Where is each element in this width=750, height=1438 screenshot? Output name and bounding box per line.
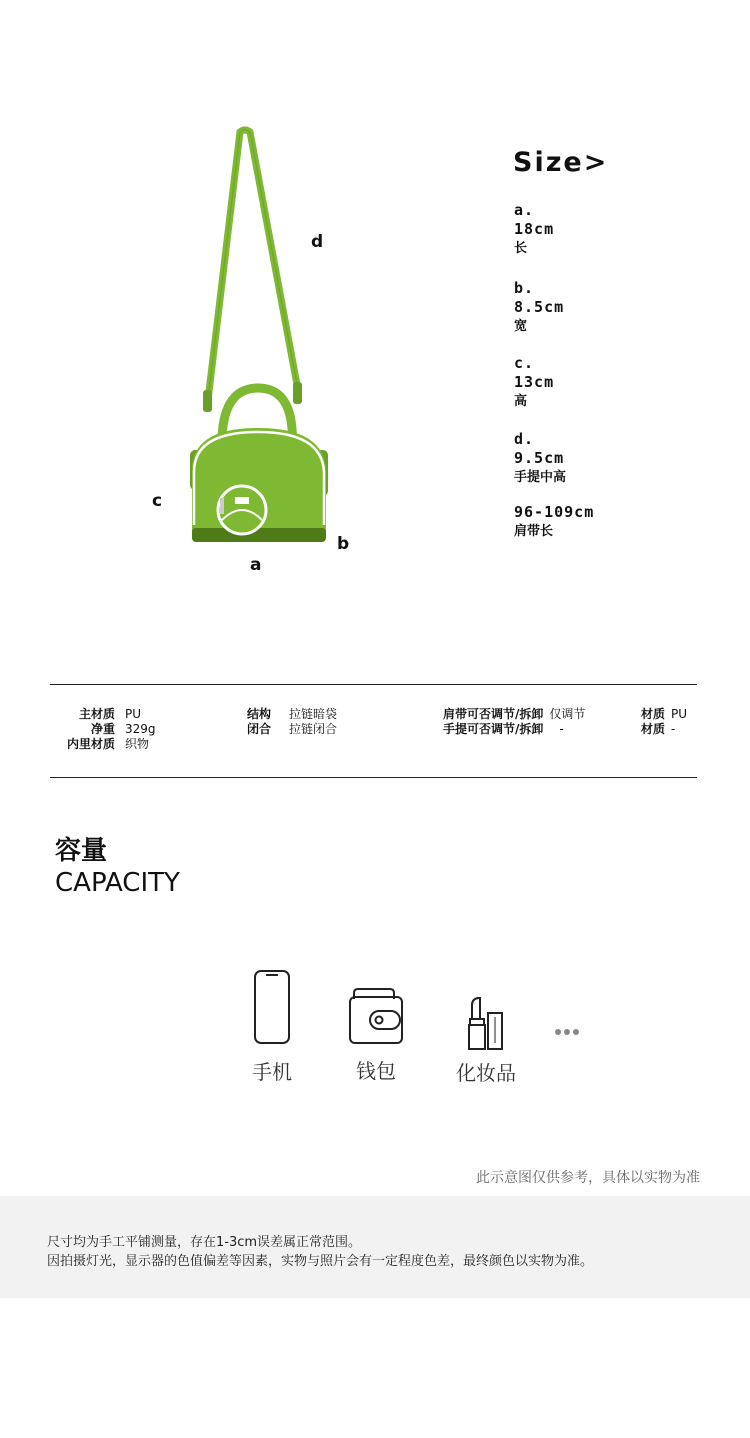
- spec-key: 材质: [641, 722, 666, 736]
- size-key: c.: [514, 354, 535, 372]
- more-dots-icon: [555, 1020, 582, 1039]
- spec-value: 拉链暗袋: [289, 707, 338, 721]
- size-item-c: [514, 354, 554, 411]
- disclaimer-line-2: 因拍摄灯光，显示器的色值偏差等因素，实物与照片会有一定程度色差，最终颜色以实物为准。: [47, 1254, 594, 1269]
- disclaimer-box: [0, 1196, 750, 1298]
- capacity-item-cosmetics: [450, 995, 522, 1086]
- spec-key: 闭合: [247, 722, 272, 736]
- size-key: b.: [514, 279, 535, 297]
- size-value: 13cm: [514, 373, 555, 391]
- size-value: 96-109cm: [514, 503, 595, 521]
- spec-key: 肩带可否调节/拆卸: [443, 707, 544, 721]
- spec-value: PU: [125, 707, 142, 721]
- disclaimer-line-1: 尺寸均为手工平铺测量，存在1-3cm误差属正常范围。: [47, 1235, 362, 1250]
- capacity-item-wallet: [343, 985, 409, 1084]
- dimension-label-c: c: [152, 491, 163, 511]
- capacity-title-en: CAPACITY: [55, 868, 180, 898]
- spec-key: 材质: [641, 707, 666, 721]
- spec-column-4: [641, 707, 687, 737]
- capacity-title-cn: 容量: [55, 836, 108, 866]
- size-value: 18cm: [514, 220, 555, 238]
- spec-value: 织物: [125, 737, 150, 751]
- size-item-b: [514, 279, 564, 336]
- spec-value: 仅调节: [549, 707, 586, 721]
- reference-note: 此示意图仅供参考，具体以实物为准: [476, 1170, 700, 1186]
- size-item-d: [514, 430, 566, 487]
- lipstick-icon: [466, 995, 506, 1051]
- size-value: 8.5cm: [514, 298, 565, 316]
- spec-value: 329g: [125, 722, 156, 736]
- spec-value: PU: [671, 707, 688, 721]
- spec-value: -: [559, 722, 564, 736]
- spec-value: 拉链闭合: [289, 722, 338, 736]
- spec-column-2: [247, 707, 337, 737]
- spec-key: 结构: [247, 707, 272, 721]
- size-key: d.: [514, 430, 535, 448]
- phone-icon: [252, 968, 292, 1046]
- dimension-label-a: a: [250, 555, 262, 575]
- size-item-strap: [514, 503, 594, 541]
- size-item-a: [514, 201, 554, 258]
- spec-key: 净重: [90, 722, 115, 736]
- size-key: a.: [514, 201, 535, 219]
- size-value: 9.5cm: [514, 449, 565, 467]
- capacity-item-label: 手机: [252, 1060, 292, 1084]
- size-label: 手提中高: [514, 470, 567, 485]
- divider-bottom: [50, 777, 697, 778]
- spec-column-1: [50, 707, 156, 752]
- spec-column-3: [443, 707, 585, 737]
- product-image-bag: [180, 120, 360, 560]
- divider-top: [50, 684, 697, 685]
- size-label: 高: [514, 394, 528, 409]
- wallet-icon: [346, 985, 406, 1047]
- dimension-label-b: b: [337, 534, 350, 554]
- size-label: 宽: [514, 319, 528, 334]
- spec-key: 手提可否调节/拆卸: [443, 722, 544, 736]
- size-label: 肩带长: [514, 524, 554, 539]
- spec-value: -: [671, 722, 676, 736]
- capacity-item-label: 化妆品: [456, 1061, 516, 1085]
- size-label: 长: [514, 241, 528, 256]
- capacity-item-label: 钱包: [356, 1059, 396, 1083]
- capacity-item-phone: [247, 968, 297, 1085]
- size-title: Size>: [513, 147, 609, 178]
- spec-key: 内里材质: [66, 737, 115, 751]
- dimension-label-d: d: [311, 232, 324, 252]
- spec-key: 主材质: [78, 707, 115, 721]
